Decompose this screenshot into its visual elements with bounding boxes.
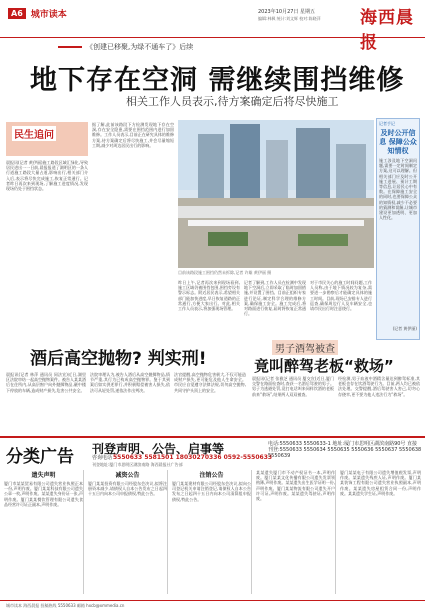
editor-note-title: 及时公开信息 保障公众知情权 [379, 129, 417, 155]
lead-photo [178, 120, 374, 268]
ad-column-3 [172, 470, 252, 594]
section-name: 城市读本 [30, 9, 67, 20]
column-badge [6, 122, 88, 156]
classified-title: 分类广告 [6, 447, 74, 467]
editor-note-body: 施工涉及地下空洞问题,需要一定时间制定方案,这可以理解。但相关部门应及时公开施工进展、预计工期等信息,让居民心中有数。在保障施工安全的同时,也要保障公众的知情权,减少不必要的猜测和误解,让城市建设更加透明、更加人性化。 [379, 158, 417, 221]
ad-column-4-body: 某某遗失厦门市不动产权证书一本,声明作废。厦门某某文化传播有限公司遗失发票领购簿,声明作废。某某遗失出生医学证明一份,声明作废。厦门某某物流有限公司遗失开户许可证,声明作废。某某遗失驾驶证,声明作废。 [256, 470, 335, 502]
story2-body-col1: 晨报讯(记者 林萍 通讯员 同法宣)近日,湖里区法院审结一起高空抛物案件。被告人某某酒后在住所内,从高层窗户向外抛掷物品,砸中楼下停放的车辆,造成财产损失,危害公共安全。 [6, 372, 86, 393]
ad-column-2 [88, 470, 168, 594]
photo-caption: 目前该路段施工围挡仍然未拆除,记者 许雄 黄伊丽 摄 [178, 270, 272, 275]
classified-banner [0, 436, 425, 466]
ad-column-4 [256, 470, 336, 594]
ad-column-5 [340, 470, 421, 594]
story3-kicker: 男子酒驾被查 [272, 340, 338, 355]
section-label [8, 6, 67, 20]
ad-column-3-title: 注销公告 [199, 472, 224, 479]
ad-column-2-body: 厦门某某投资有限公司经股东会决议,拟将注册资本减少,请债权人自本公告发布之日起四十五日内向本公司申报债权,特此公告。 [88, 481, 167, 497]
lead-body-col2: 据了解,此前该路段下方检测发现地下存在空洞,存在安全隐患,需要在围挡范围内进行加固维修。工作人员表示,目前正在研究具体的维修方案,待方案确定后将尽快施工,并会尽量缩短工期,减少对周边居民出行的影响。 [92, 122, 174, 148]
story2-body-col2: 法院审理认为,被告人酒后从高空抛掷物品,情节严重,其行为已构成高空抛物罪。鉴于其到案后如实供述罪行,并积极赔偿被害人损失,依法可从轻处罚,遂依法作出判决。 [90, 372, 170, 393]
ad-column-1-title: 遗失声明 [31, 472, 56, 479]
ad-column-1 [4, 470, 84, 594]
ad-column-1-body: 厦门市某某贸易有限公司遗失营业执照正本一份,声明作废。厦门某某科技有限公司遗失公章一枚,声明作废。某某遗失身份证一张,声明作废。厦门某某餐饮管理有限公司遗失食品经营许可证正副本,声明作废。 [4, 481, 83, 507]
issue-date: 2023年10月27日 星期五 [258, 9, 316, 15]
story3-body-col2: 经检测,男子血液中酒精含量达到醉驾标准,其老板也存在饮酒驾驶行为。目前,两人均已被依法处理。交警提醒,酒后驾驶害人害己,切勿心存侥幸,更不要为他人违法行为“救场”。 [338, 376, 420, 397]
lead-body-col3: 昨日上午,记者再次来到现场看到,施工区域仍被围挡包围,围挡旁设有警示标志。附近居民表示,希望相关部门能加快进度,早日恢复道路的正常通行,方便大家出行。对此,相关工作人员表示,将加强现场管理。 [178, 280, 240, 312]
story2-headline: 酒后高空抛物? 判实刑! [30, 349, 207, 369]
story3-headline: 竟叫醉驾老板“救场” [254, 357, 394, 375]
page-number: A6 [8, 8, 26, 19]
ad-column-5-body: 厦门某某电子有限公司遗失增值税发票,声明作废。某某遗失残疾人证,声明作废。厦门某某装饰工程有限公司遗失营业执照副本,声明作废。某某遗失房屋租赁合同一份,声明作废。某某遗失学生证,声明作废。 [340, 470, 421, 496]
column-badge-text: 民生追问 [12, 126, 56, 141]
masthead: 海西晨报 [360, 8, 414, 53]
story3-body-col1: 晨报讯(记者 张雅芝 通讯员 厦交宣)近日,厦门交警在路面检查时,查获一名酒后驾驶的男子。男子为逃避处罚,竟打电话叫来同样饮酒的老板前来“救场”,结果两人双双被查。 [252, 376, 334, 397]
lead-body-col5: 对于市民关心的施工时间问题,工作人员称,由于地下情况较为复杂,需要进一步勘察后才能确定具体的施工时间。目前,现场已安排专人进行巡查,确保周边行人及车辆安全,也请市民出行时注意绕行。 [310, 280, 372, 312]
phone-numbers: 5550633 5581501 18030270336 0592-5550633 [113, 454, 273, 461]
classified-headline: 刊登声明、公告、启事等 [92, 442, 225, 456]
editor-line: 编辑:林枫 统计:刘文辉 校对:陈晓萍 [258, 16, 321, 21]
lead-body-col1: 晨报讯(记者 黄伊丽)施工路段区域汇绿化,导致居民进出一一日前,晨报报道了湖明区的一条人行道施工路段大量占道,影响出行,相关部门介入后,表示将尽快完成施工,恢复正常通行。记者昨日再次来到现场,了解施工进度情况,发现现场仍处于围挡状态。 [6, 160, 88, 192]
lead-kicker: 《创建已移聚,为绿不通车了》后续 [58, 42, 193, 52]
lead-body-col4: 记者了解到,工作人员在检测中发现地下空洞后,立即采取了临时加固措施,并设置了围挡。目前正组织专家进行论证,制定科学合理的维修方案,确保施工安全。施工完成后,将对路面进行恢复,届时将恢复正常通行。 [244, 280, 306, 317]
lead-headline: 地下存在空洞 需继续围挡维修 [30, 65, 405, 96]
ad-contact-box: 电话:5550633 5550633-1 地址:厦门市思明区湖滨南路90号 直接刊登:5550633 5550634 5550635 5550636 5550637 5550638 5550639 [268, 441, 422, 459]
phone-label: 咨询电话 [92, 455, 113, 461]
ad-column-2-title: 减资公告 [115, 472, 140, 479]
lead-subheadline: 相关工作人员表示,待方案确定后将尽快施工 [126, 95, 339, 108]
construction-photo [178, 120, 374, 268]
story2-body-col3: 法官提醒,高空抛物危害极大,不仅可能造成财产损失,更可能危及他人生命安全。市民应自觉遵守法律法规,切勿高空抛物,共同守护头顶上的安全。 [174, 372, 246, 393]
page-footer: 城市读本 海西晨报 投稿热线 5550633 邮箱 hxcb@xmmedia.cn [0, 600, 425, 611]
ad-column-3-body: 厦门某某建材有限公司经股东会决议,拟向公司登记机关申请注销登记,请债权人自本公告发布之日起四十五日内向本公司清算组申报债权,特此公告。 [172, 481, 251, 502]
editor-note-signoff: (记者 黄伊丽) [392, 326, 417, 331]
editor-note-box [376, 118, 420, 340]
editor-note-label: 记者手记 [379, 121, 395, 126]
ad-address: 刊登地址:厦门市思明区湖滨南路 海西晨报社广告部 [92, 462, 183, 467]
